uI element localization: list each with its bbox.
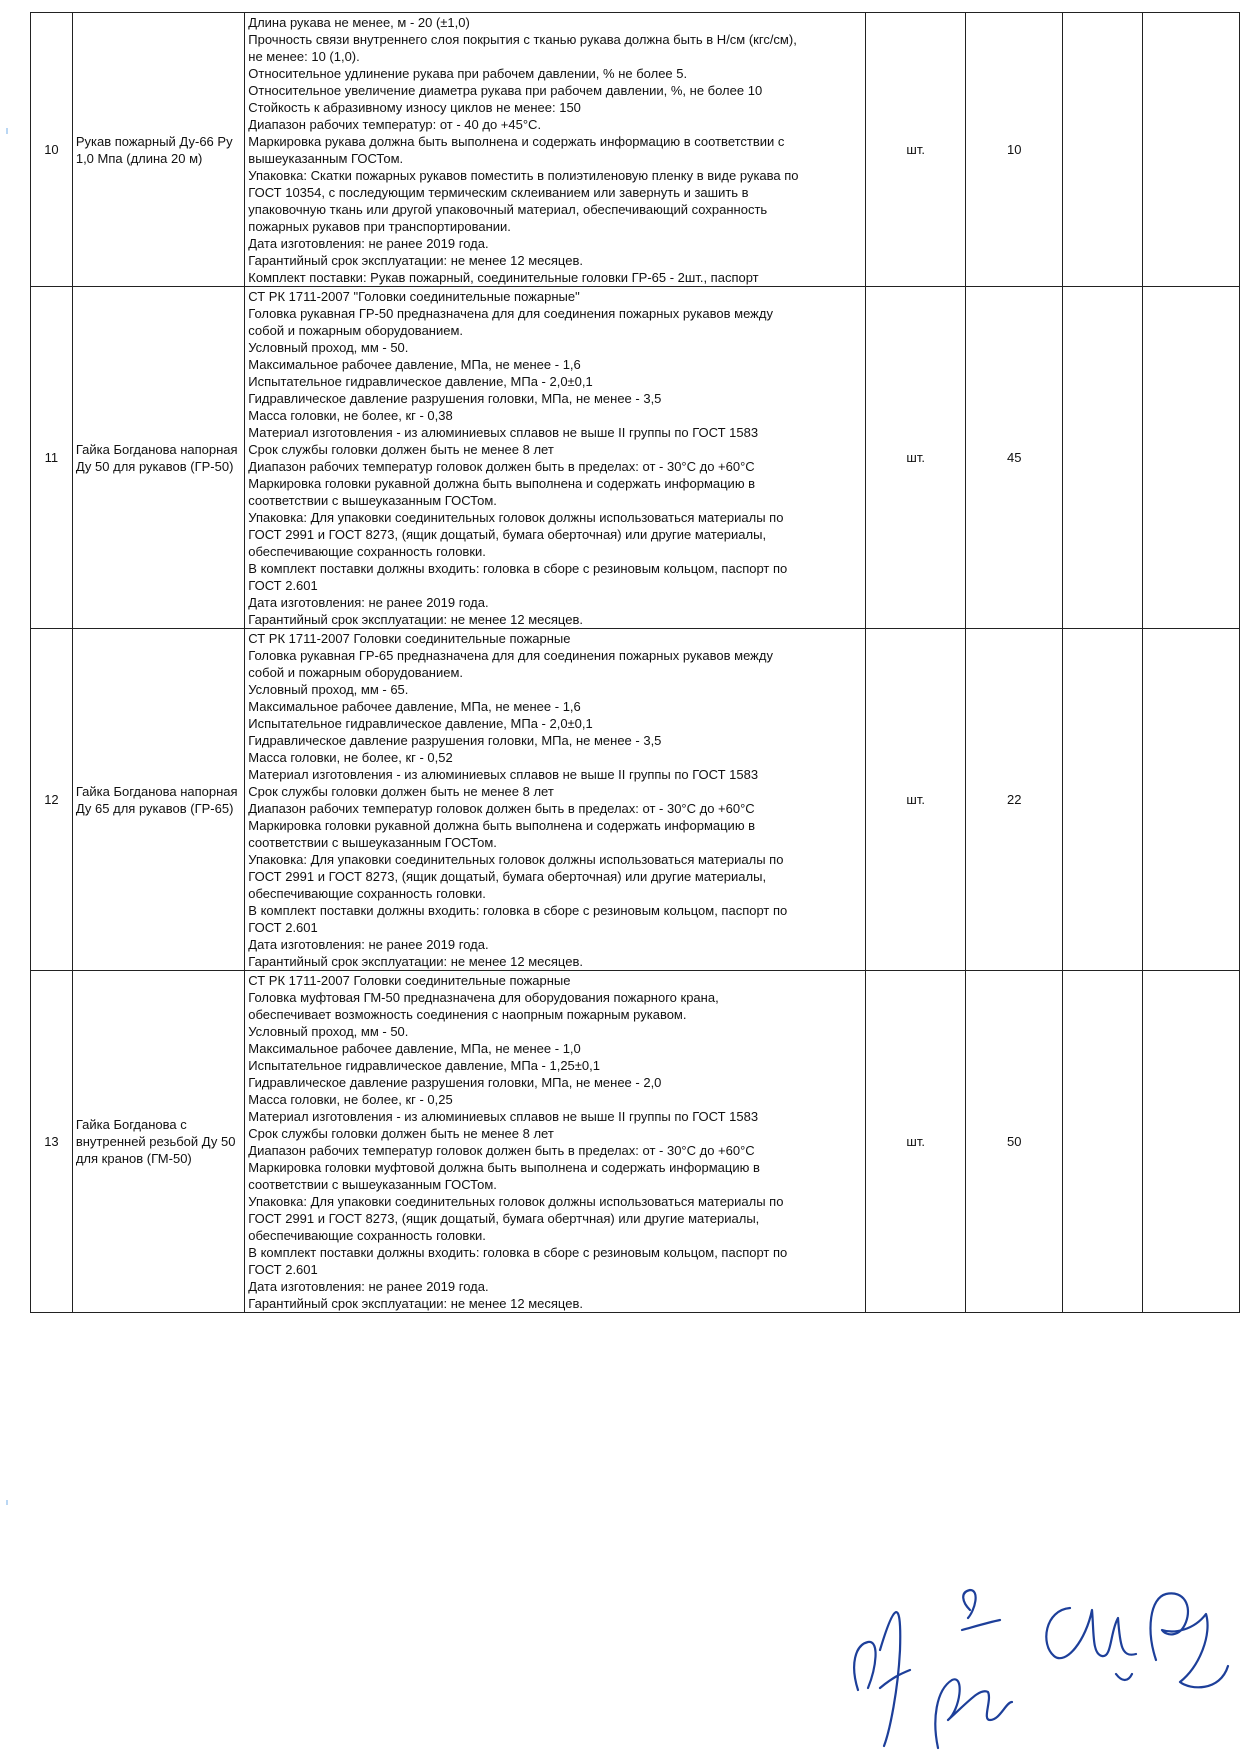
spec-line: Маркировка головки рукавной должна быть выполнена и содержать информацию в xyxy=(248,476,756,491)
spec-line: СТ РК 1711-2007 Головки соединительные пожарные xyxy=(248,973,571,988)
spec-line: Срок службы головки должен быть не менее 8 лет xyxy=(248,784,554,799)
spec-line: Головка муфтовая ГМ-50 предназначена для оборудования пожарного крана, xyxy=(248,990,719,1005)
spec-line: Условный проход, мм - 50. xyxy=(248,1024,409,1039)
spec-line: Дата изготовления: не ранее 2019 года. xyxy=(248,236,489,251)
spec-line: Максимальное рабочее давление, МПа, не менее - 1,6 xyxy=(248,357,581,372)
spec-line: Гидравлическое давление разрушения головки, МПа, не менее - 3,5 xyxy=(248,391,662,406)
item-quantity: 22 xyxy=(966,629,1063,971)
spec-line: ГОСТ 2.601 xyxy=(248,920,318,935)
item-specification xyxy=(245,629,866,971)
spec-line: Гидравлическое давление разрушения головки, МПа, не менее - 3,5 xyxy=(248,733,662,748)
spec-line: соответствии с вышеуказанным ГОСТом. xyxy=(248,493,497,508)
spec-line: ГОСТ 2.601 xyxy=(248,578,318,593)
spec-line: Дата изготовления: не ранее 2019 года. xyxy=(248,937,489,952)
spec-line: Головка рукавная ГР-65 предназначена для для соединения пожарных рукавов между xyxy=(248,648,773,663)
empty-cell-sum xyxy=(1142,629,1239,971)
spec-line: Максимальное рабочее давление, МПа, не менее - 1,0 xyxy=(248,1041,581,1056)
empty-cell-sum xyxy=(1142,13,1239,287)
spec-line: Головка рукавная ГР-50 предназначена для для соединения пожарных рукавов между xyxy=(248,306,773,321)
table-body xyxy=(31,13,1240,1313)
spec-line: Дата изготовления: не ранее 2019 года. xyxy=(248,1279,489,1294)
spec-line: соответствии с вышеуказанным ГОСТом. xyxy=(248,835,497,850)
spec-line: Гарантийный срок эксплуатации: не менее 12 месяцев. xyxy=(248,253,583,268)
spec-line: Диапазон рабочих температур головок должен быть в пределах: от - 30°С до +60°С xyxy=(248,1143,755,1158)
empty-cell-price xyxy=(1062,13,1142,287)
spec-line: Маркировка рукава должна быть выполнена и содержать информацию в соответствии с xyxy=(248,134,785,149)
spec-line: Срок службы головки должен быть не менее 8 лет xyxy=(248,1126,554,1141)
spec-line: Материал изготовления - из алюминиевых сплавов не выше II группы по ГОСТ 1583 xyxy=(248,425,759,440)
spec-line: ГОСТ 2991 и ГОСТ 8273, (ящик дощатый, бумага оберточная) или другие материалы, xyxy=(248,527,767,542)
row-number: 12 xyxy=(31,629,73,971)
table-row xyxy=(31,971,1240,1313)
spec-line: В комплект поставки должны входить: головка в сборе с резиновым кольцом, паспорт по xyxy=(248,903,788,918)
spec-line: СТ РК 1711-2007 Головки соединительные пожарные xyxy=(248,631,571,646)
spec-line: Условный проход, мм - 65. xyxy=(248,682,409,697)
signature-1 xyxy=(854,1612,910,1746)
spec-line: вышеуказанным ГОСТом. xyxy=(248,151,404,166)
spec-line: Масса головки, не более, кг - 0,52 xyxy=(248,750,453,765)
item-quantity: 50 xyxy=(966,971,1063,1313)
table-row xyxy=(31,629,1240,971)
row-number: 13 xyxy=(31,971,73,1313)
spec-line: Гарантийный срок эксплуатации: не менее 12 месяцев. xyxy=(248,954,583,969)
spec-line: Упаковка: Для упаковки соединительных головок должны использоваться материалы по xyxy=(248,1194,784,1209)
spec-line: Прочность связи внутреннего слоя покрытия с тканью рукава должна быть в Н/см (кгс/см), xyxy=(248,32,797,47)
spec-line: Упаковка: Скатки пожарных рукавов поместить в полиэтиленовую пленку в виде рукава по xyxy=(248,168,799,183)
spec-line: Маркировка головки муфтовой должна быть выполнена и содержать информацию в xyxy=(248,1160,760,1175)
empty-cell-price xyxy=(1062,287,1142,629)
item-unit: шт. xyxy=(865,629,966,971)
spec-line: обеспечивающие сохранность головки. xyxy=(248,1228,486,1243)
row-number: 11 xyxy=(31,287,73,629)
spec-line: Масса головки, не более, кг - 0,38 xyxy=(248,408,453,423)
spec-line: обеспечивающие сохранность головки. xyxy=(248,544,486,559)
item-quantity: 45 xyxy=(966,287,1063,629)
item-name: Гайка Богданова напорная Ду 65 для рукавов (ГР-65) xyxy=(72,629,244,971)
spec-line: Условный проход, мм - 50. xyxy=(248,340,409,355)
spec-line: Гидравлическое давление разрушения головки, МПа, не менее - 2,0 xyxy=(248,1075,662,1090)
item-name: Гайка Богданова с внутренней резьбой Ду 50 для кранов (ГМ-50) xyxy=(72,971,244,1313)
empty-cell-sum xyxy=(1142,971,1239,1313)
spec-line: Дата изготовления: не ранее 2019 года. xyxy=(248,595,489,610)
spec-line: собой и пожарным оборудованием. xyxy=(248,323,464,338)
spec-line: упаковочную ткань или другой упаковочный материал, обеспечивающий сохранность xyxy=(248,202,768,217)
signature-3 xyxy=(1046,1608,1136,1680)
empty-cell-sum xyxy=(1142,287,1239,629)
item-unit: шт. xyxy=(865,287,966,629)
signature-4 xyxy=(1151,1593,1228,1687)
spec-line: Гарантийный срок эксплуатации: не менее 12 месяцев. xyxy=(248,612,583,627)
spec-line: Маркировка головки рукавной должна быть выполнена и содержать информацию в xyxy=(248,818,756,833)
spec-line: Относительное удлинение рукава при рабочем давлении, % не более 5. xyxy=(248,66,688,81)
specification-table xyxy=(30,12,1240,1313)
spec-line: Упаковка: Для упаковки соединительных головок должны использоваться материалы по xyxy=(248,510,784,525)
spec-line: Материал изготовления - из алюминиевых сплавов не выше II группы по ГОСТ 1583 xyxy=(248,767,759,782)
spec-line: Длина рукава не менее, м - 20 (±1,0) xyxy=(248,15,470,30)
spec-line: Упаковка: Для упаковки соединительных головок должны использоваться материалы по xyxy=(248,852,784,867)
spec-line: ГОСТ 2.601 xyxy=(248,1262,318,1277)
item-unit: шт. xyxy=(865,971,966,1313)
table-row xyxy=(31,13,1240,287)
empty-cell-price xyxy=(1062,629,1142,971)
spec-line: Диапазон рабочих температур головок должен быть в пределах: от - 30°С до +60°С xyxy=(248,459,755,474)
spec-line: СТ РК 1711-2007 "Головки соединительные пожарные" xyxy=(248,289,580,304)
spec-line: Максимальное рабочее давление, МПа, не менее - 1,6 xyxy=(248,699,581,714)
spec-line: Диапазон рабочих температур: от - 40 до +45°С. xyxy=(248,117,542,132)
spec-line: ГОСТ 2991 и ГОСТ 8273, (ящик дощатый, бумага обертчная) или другие материалы, xyxy=(248,1211,760,1226)
table-row xyxy=(31,287,1240,629)
spec-line: обеспечивает возможность соединения с наопрным пожарным рукавом. xyxy=(248,1007,687,1022)
spec-line: Комплект поставки: Рукав пожарный, соединительные головки ГР-65 - 2шт., паспорт xyxy=(248,270,759,285)
spec-line: собой и пожарным оборудованием. xyxy=(248,665,464,680)
spec-line: обеспечивающие сохранность головки. xyxy=(248,886,486,901)
spec-line: В комплект поставки должны входить: головка в сборе с резиновым кольцом, паспорт по xyxy=(248,1245,788,1260)
spec-line: Материал изготовления - из алюминиевых сплавов не выше II группы по ГОСТ 1583 xyxy=(248,1109,759,1124)
spec-line: Диапазон рабочих температур головок должен быть в пределах: от - 30°С до +60°С xyxy=(248,801,755,816)
spec-line: Испытательное гидравлическое давление, МПа - 1,25±0,1 xyxy=(248,1058,600,1073)
spec-line: ГОСТ 10354, с последующим термическим склеиванием или завернуть и зашить в xyxy=(248,185,749,200)
item-unit: шт. xyxy=(865,13,966,287)
spec-line: пожарных рукавов при транспортировании. xyxy=(248,219,511,234)
item-specification xyxy=(245,971,866,1313)
spec-line: В комплект поставки должны входить: головка в сборе с резиновым кольцом, паспорт по xyxy=(248,561,788,576)
spec-line: Масса головки, не более, кг - 0,25 xyxy=(248,1092,453,1107)
item-specification xyxy=(245,287,866,629)
spec-line: Испытательное гидравлическое давление, МПа - 2,0±0,1 xyxy=(248,374,593,389)
scan-mark xyxy=(6,128,8,134)
spec-line: Стойкость к абразивному износу циклов не менее: 150 xyxy=(248,100,581,115)
row-number: 10 xyxy=(31,13,73,287)
item-quantity: 10 xyxy=(966,13,1063,287)
item-name: Гайка Богданова напорная Ду 50 для рукавов (ГР-50) xyxy=(72,287,244,629)
empty-cell-price xyxy=(1062,971,1142,1313)
spec-line: не менее: 10 (1,0). xyxy=(248,49,360,64)
spec-line: Гарантийный срок эксплуатации: не менее 12 месяцев. xyxy=(248,1296,583,1311)
spec-line: Срок службы головки должен быть не менее 8 лет xyxy=(248,442,554,457)
spec-line: Относительное увеличение диаметра рукава при рабочем давлении, %, не более 10 xyxy=(248,83,763,98)
scan-mark xyxy=(6,1500,8,1505)
item-specification xyxy=(245,13,866,287)
spec-line: Испытательное гидравлическое давление, МПа - 2,0±0,1 xyxy=(248,716,593,731)
spec-line: ГОСТ 2991 и ГОСТ 8273, (ящик дощатый, бумага оберточная) или другие материалы, xyxy=(248,869,767,884)
item-name: Рукав пожарный Ду-66 Ру 1,0 Мпа (длина 20 м) xyxy=(72,13,244,287)
spec-line: соответствии с вышеуказанным ГОСТом. xyxy=(248,1177,497,1192)
signature-2 xyxy=(935,1590,1012,1748)
signatures xyxy=(840,1570,1240,1754)
